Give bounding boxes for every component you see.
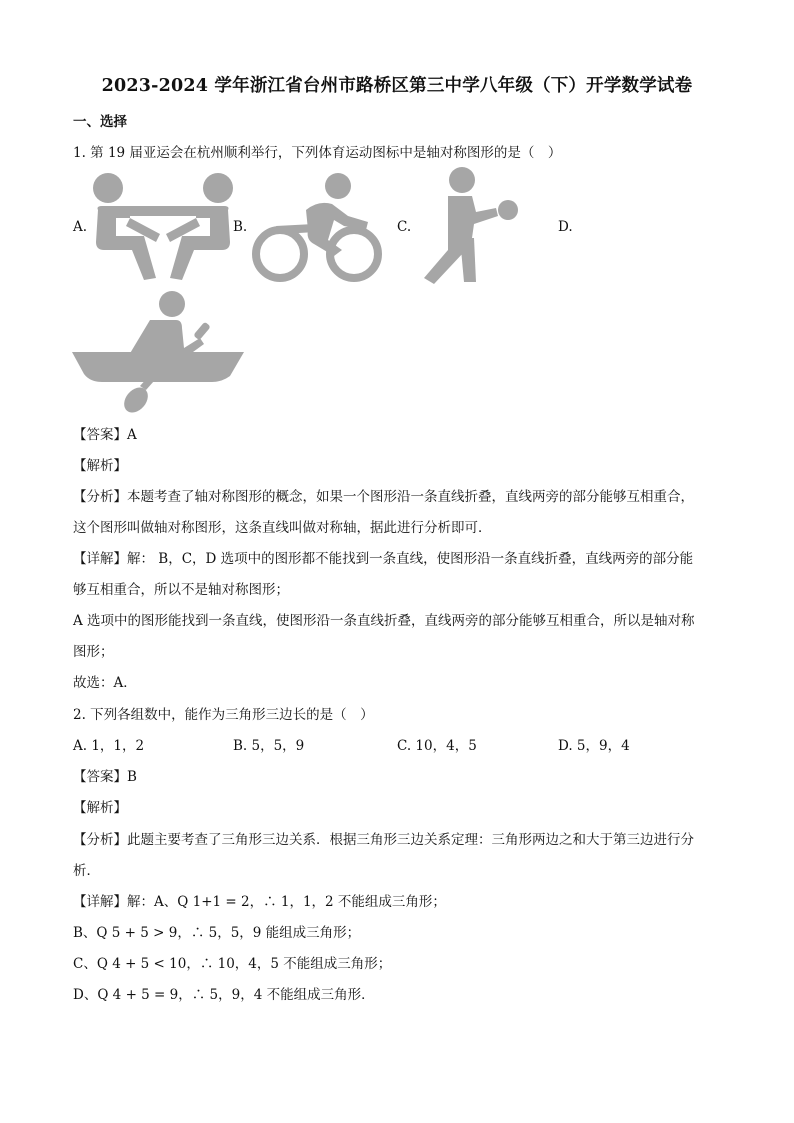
question-1-stem: 1. 第 19 届亚运会在杭州顺利举行，下列体育运动图标中是轴对称图形的是（ ） xyxy=(73,145,562,161)
q1-analysis-line-1: 【分析】本题考查了轴对称图形的概念，如果一个图形沿一条直线折叠，直线两旁的部分能够互相重合， xyxy=(73,489,694,505)
section-heading: 一、选择 xyxy=(73,114,127,130)
q1-detail-line-3: A 选项中的图形能找到一条直线，使图形沿一条直线折叠，直线两旁的部分能够互相重合，所以是轴对称 xyxy=(73,613,695,629)
q1-analysis-line-2: 这个图形叫做轴对称图形，这条直线叫做对称轴，据此进行分析即可． xyxy=(73,520,492,536)
q1-answer: 【答案】A xyxy=(73,427,137,443)
q2-detail-line-2: B、Q 5 + 5 > 9，∴ 5，5，9 能组成三角形； xyxy=(73,925,361,941)
q1-option-c-label: C. xyxy=(397,219,412,235)
q2-detail-line-3: C、Q 4 + 5 < 10，∴ 10，4，5 不能组成三角形； xyxy=(73,956,392,972)
q2-option-d: D. 5，9，4 xyxy=(558,738,630,754)
question-2-stem: 2. 下列各组数中，能作为三角形三边长的是（ ） xyxy=(73,707,374,723)
volleyball-icon xyxy=(414,166,524,288)
q2-detail-line-4: D、Q 4 + 5 = 9，∴ 5，9，4 不能组成三角形． xyxy=(73,987,375,1003)
q1-option-a-label: A. xyxy=(73,219,88,235)
q2-option-c: C. 10，4，5 xyxy=(397,738,477,754)
cycling-icon xyxy=(252,170,384,284)
q2-analysis-line-1: 【分析】此题主要考查了三角形三边关系．根据三角形三边关系定理：三角形两边之和大于第三边进行分 xyxy=(73,832,694,848)
q2-detail-line-1: 【详解】解：A、Q 1+1 = 2，∴ 1，1，2 不能组成三角形； xyxy=(73,894,446,910)
q2-analysis-line-2: 析． xyxy=(73,863,100,879)
q1-option-d-label: D. xyxy=(558,219,573,235)
canoe-icon xyxy=(72,290,244,414)
q1-detail-line-1: 【详解】解： B，C，D 选项中的图形都不能找到一条直线，使图形沿一条直线折叠，直线两旁的部分能 xyxy=(73,551,694,567)
q1-detail-line-2: 够互相重合，所以不是轴对称图形； xyxy=(73,582,289,598)
q2-option-b: B. 5，5，9 xyxy=(233,738,305,754)
q1-jiexi-heading: 【解析】 xyxy=(73,458,127,474)
rowing-icon xyxy=(90,170,236,282)
q2-answer: 【答案】B xyxy=(73,769,137,785)
q1-choice: 故选：A． xyxy=(73,675,137,691)
q2-jiexi-heading: 【解析】 xyxy=(73,800,127,816)
q1-option-b-label: B. xyxy=(233,219,248,235)
q2-option-a: A. 1，1，2 xyxy=(73,738,145,754)
q1-detail-line-4: 图形； xyxy=(73,644,114,660)
page-title: 2023-2024 学年浙江省台州市路桥区第三中学八年级（下）开学数学试卷 xyxy=(101,76,693,96)
